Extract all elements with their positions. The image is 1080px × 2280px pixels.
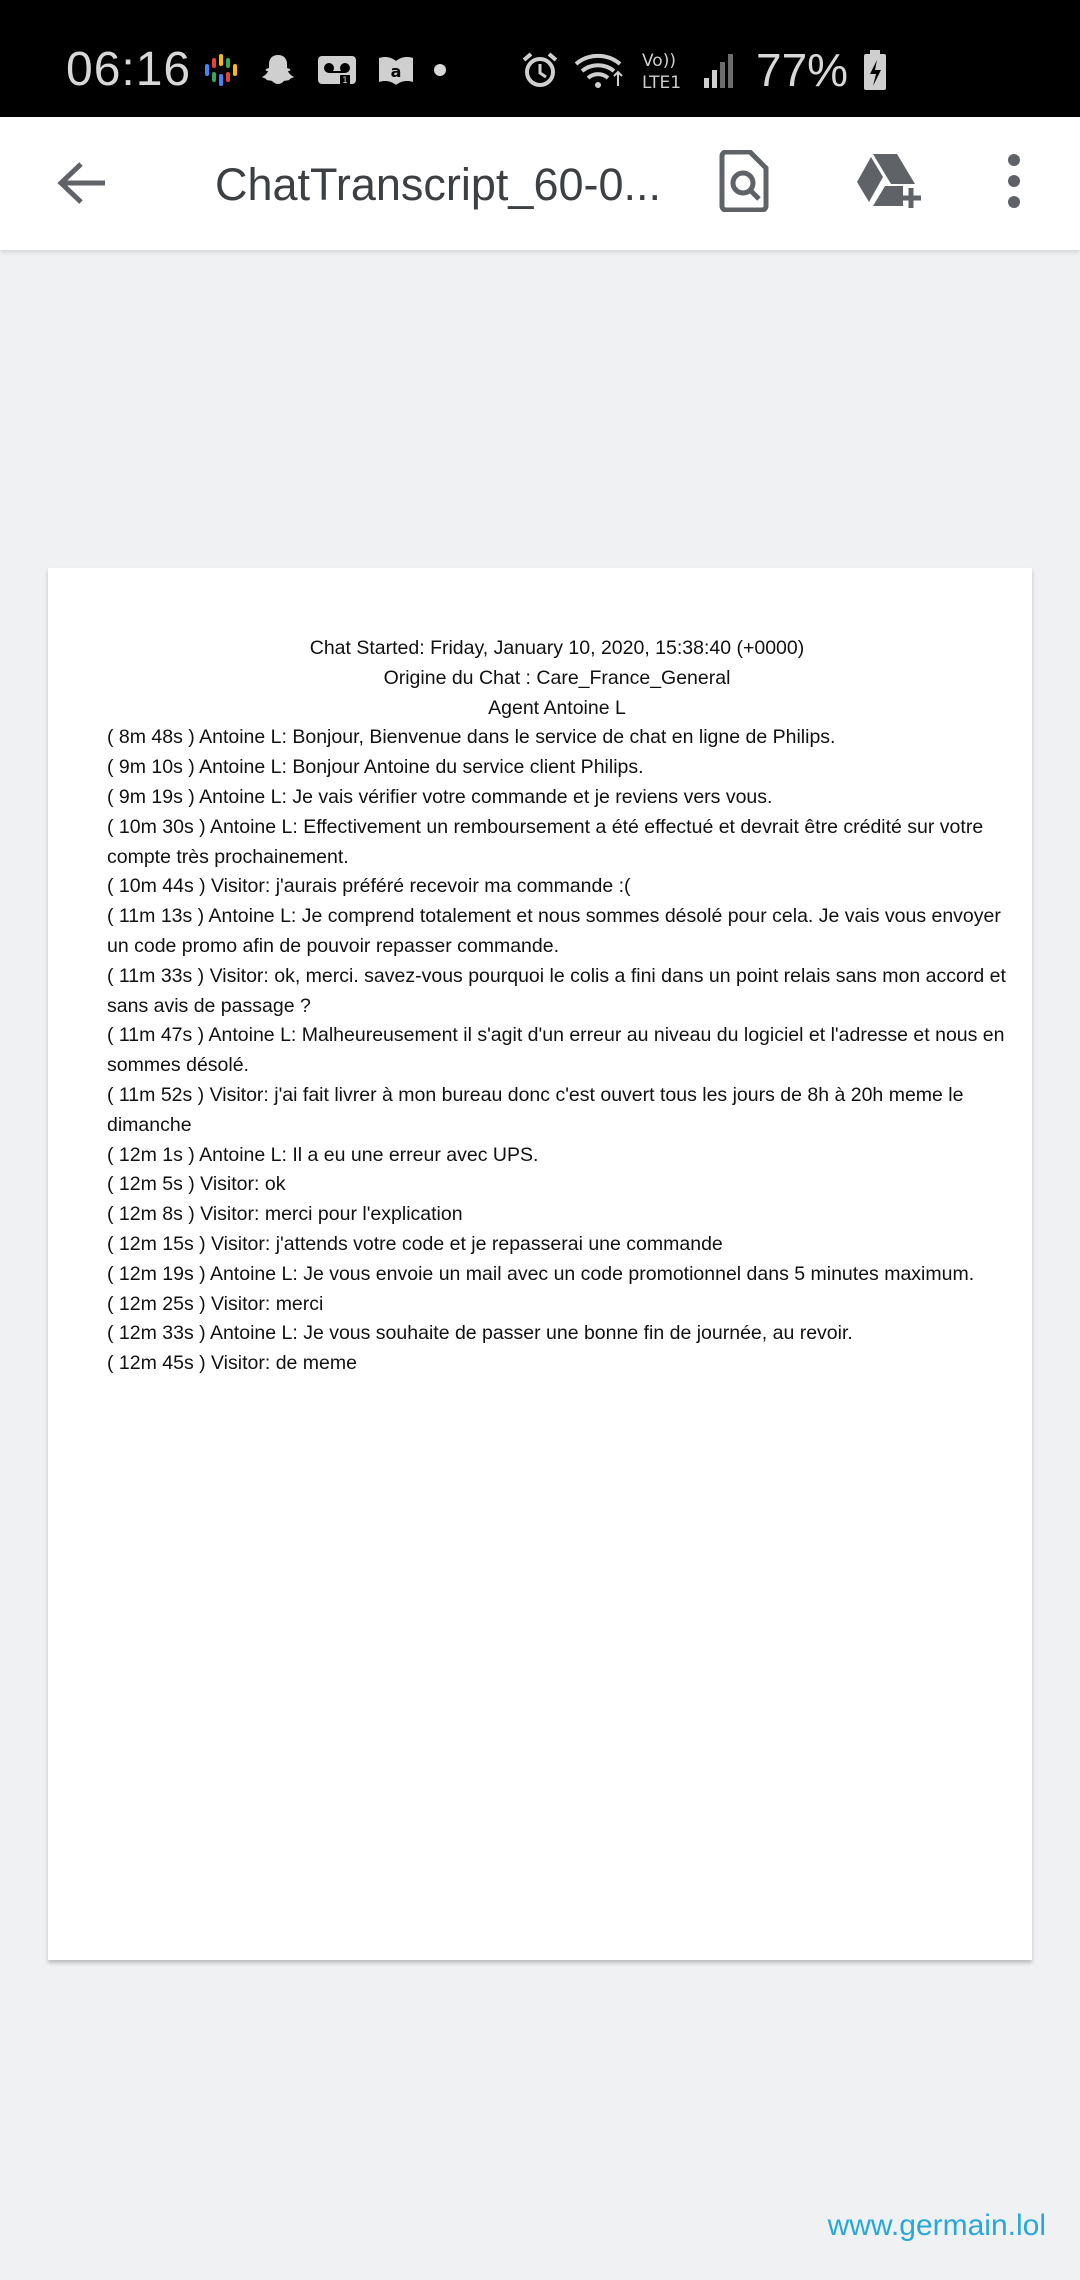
add-to-drive-icon [853,150,923,217]
watermark-text: www.germain.lol [827,2209,1046,2242]
back-button[interactable] [50,153,114,217]
arrow-back-icon [55,159,109,212]
transcript-message: ( 9m 10s ) Antoine L: Bonjour Antoine du service client Philips. [107,756,644,779]
find-in-page-button[interactable] [712,147,776,219]
more-options-button[interactable] [990,147,1038,219]
transcript-message: ( 11m 47s ) Antoine L: Malheureusement il s'agit d'un erreur au niveau du logiciel et l'adresse et nous en sommes désolé. [107,1024,1005,1077]
document-title: ChatTranscript_60-0... [215,159,662,210]
svg-text:Vo)): Vo)) [642,51,676,71]
transcript-message: ( 12m 8s ) Visitor: merci pour l'explication [107,1203,463,1226]
chat-start-line: Chat Started: Friday, January 10, 2020, 15:38:40 (+0000) [309,637,805,659]
document-page[interactable] [48,568,1032,1960]
transcript-text [107,634,1007,1379]
transcript-message: ( 12m 1s ) Antoine L: Il a eu une erreur avec UPS. [107,1143,539,1166]
podcasts-icon [200,50,240,90]
battery-percent: 77% [756,44,849,96]
transcript-message: ( 12m 5s ) Visitor: ok [107,1173,286,1196]
more-vert-icon [1006,153,1022,214]
chat-origin-line: Origine du Chat : Care_France_General [383,666,731,689]
transcript-message: ( 9m 19s ) Antoine L: Je vais vérifier votre commande et je reviens vers vous. [107,785,773,808]
transcript-message: ( 11m 13s ) Antoine L: Je comprend totalement et nous sommes désolé pour cela. Je vais vous envoyer un code promo afin de pouvoir repasser commande. [107,905,1001,957]
transcript-message: ( 12m 19s ) Antoine L: Je vous envoie un mail avec un code promotionnel dans 5 minutes maximum. [107,1262,975,1285]
more-notifications-dot-icon [434,64,446,76]
transcript-message: ( 10m 44s ) Visitor: j'aurais préféré recevoir ma commande :( [107,875,631,898]
svg-text:1: 1 [342,76,348,86]
transcript-message: ( 12m 25s ) Visitor: merci [107,1292,324,1315]
add-to-drive-button[interactable] [848,147,928,219]
transcript-message: ( 10m 30s ) Antoine L: Effectivement un remboursement a été effectué et devrait être crédité sur votre compte très prochainement. [107,815,984,868]
battery-charging-icon [862,48,888,92]
app-bar [0,117,1080,250]
svg-text:LTE1: LTE1 [642,73,682,92]
signal-icon [702,50,736,90]
alarm-icon [520,50,560,90]
amazon-kindle-icon [376,50,416,90]
notification-icons [200,48,446,92]
transcript-message: ( 12m 33s ) Antoine L: Je vous souhaite de passer une bonne fin de journée, au revoir. [107,1322,853,1345]
find-in-page-icon [718,150,770,217]
transcript-message: ( 12m 15s ) Visitor: j'attends votre code et je repasserai une commande [107,1232,723,1255]
transcript-message: ( 11m 52s ) Visitor: j'ai fait livrer à mon bureau donc c'est ouvert tous les jours de 8h à 20h meme le dimanche [107,1083,964,1136]
svg-text:a: a [390,62,402,81]
status-bar [0,0,1080,117]
transcript-message: ( 8m 48s ) Antoine L: Bonjour, Bienvenue dans le service de chat en ligne de Philips. [107,726,836,749]
voicemail-icon [316,50,358,90]
system-icons [520,44,888,96]
agent-line: Agent Antoine L [488,696,626,719]
status-time: 06:16 [66,43,192,96]
transcript-message: ( 12m 45s ) Visitor: de meme [107,1352,357,1375]
transcript-message: ( 11m 33s ) Visitor: ok, merci. savez-vous pourquoi le colis a fini dans un point relais sans mon accord et sans avis de passage ? [107,964,1006,1017]
snapchat-icon [258,50,298,90]
wifi-icon [574,50,626,90]
volte-lte-icon [640,48,688,92]
